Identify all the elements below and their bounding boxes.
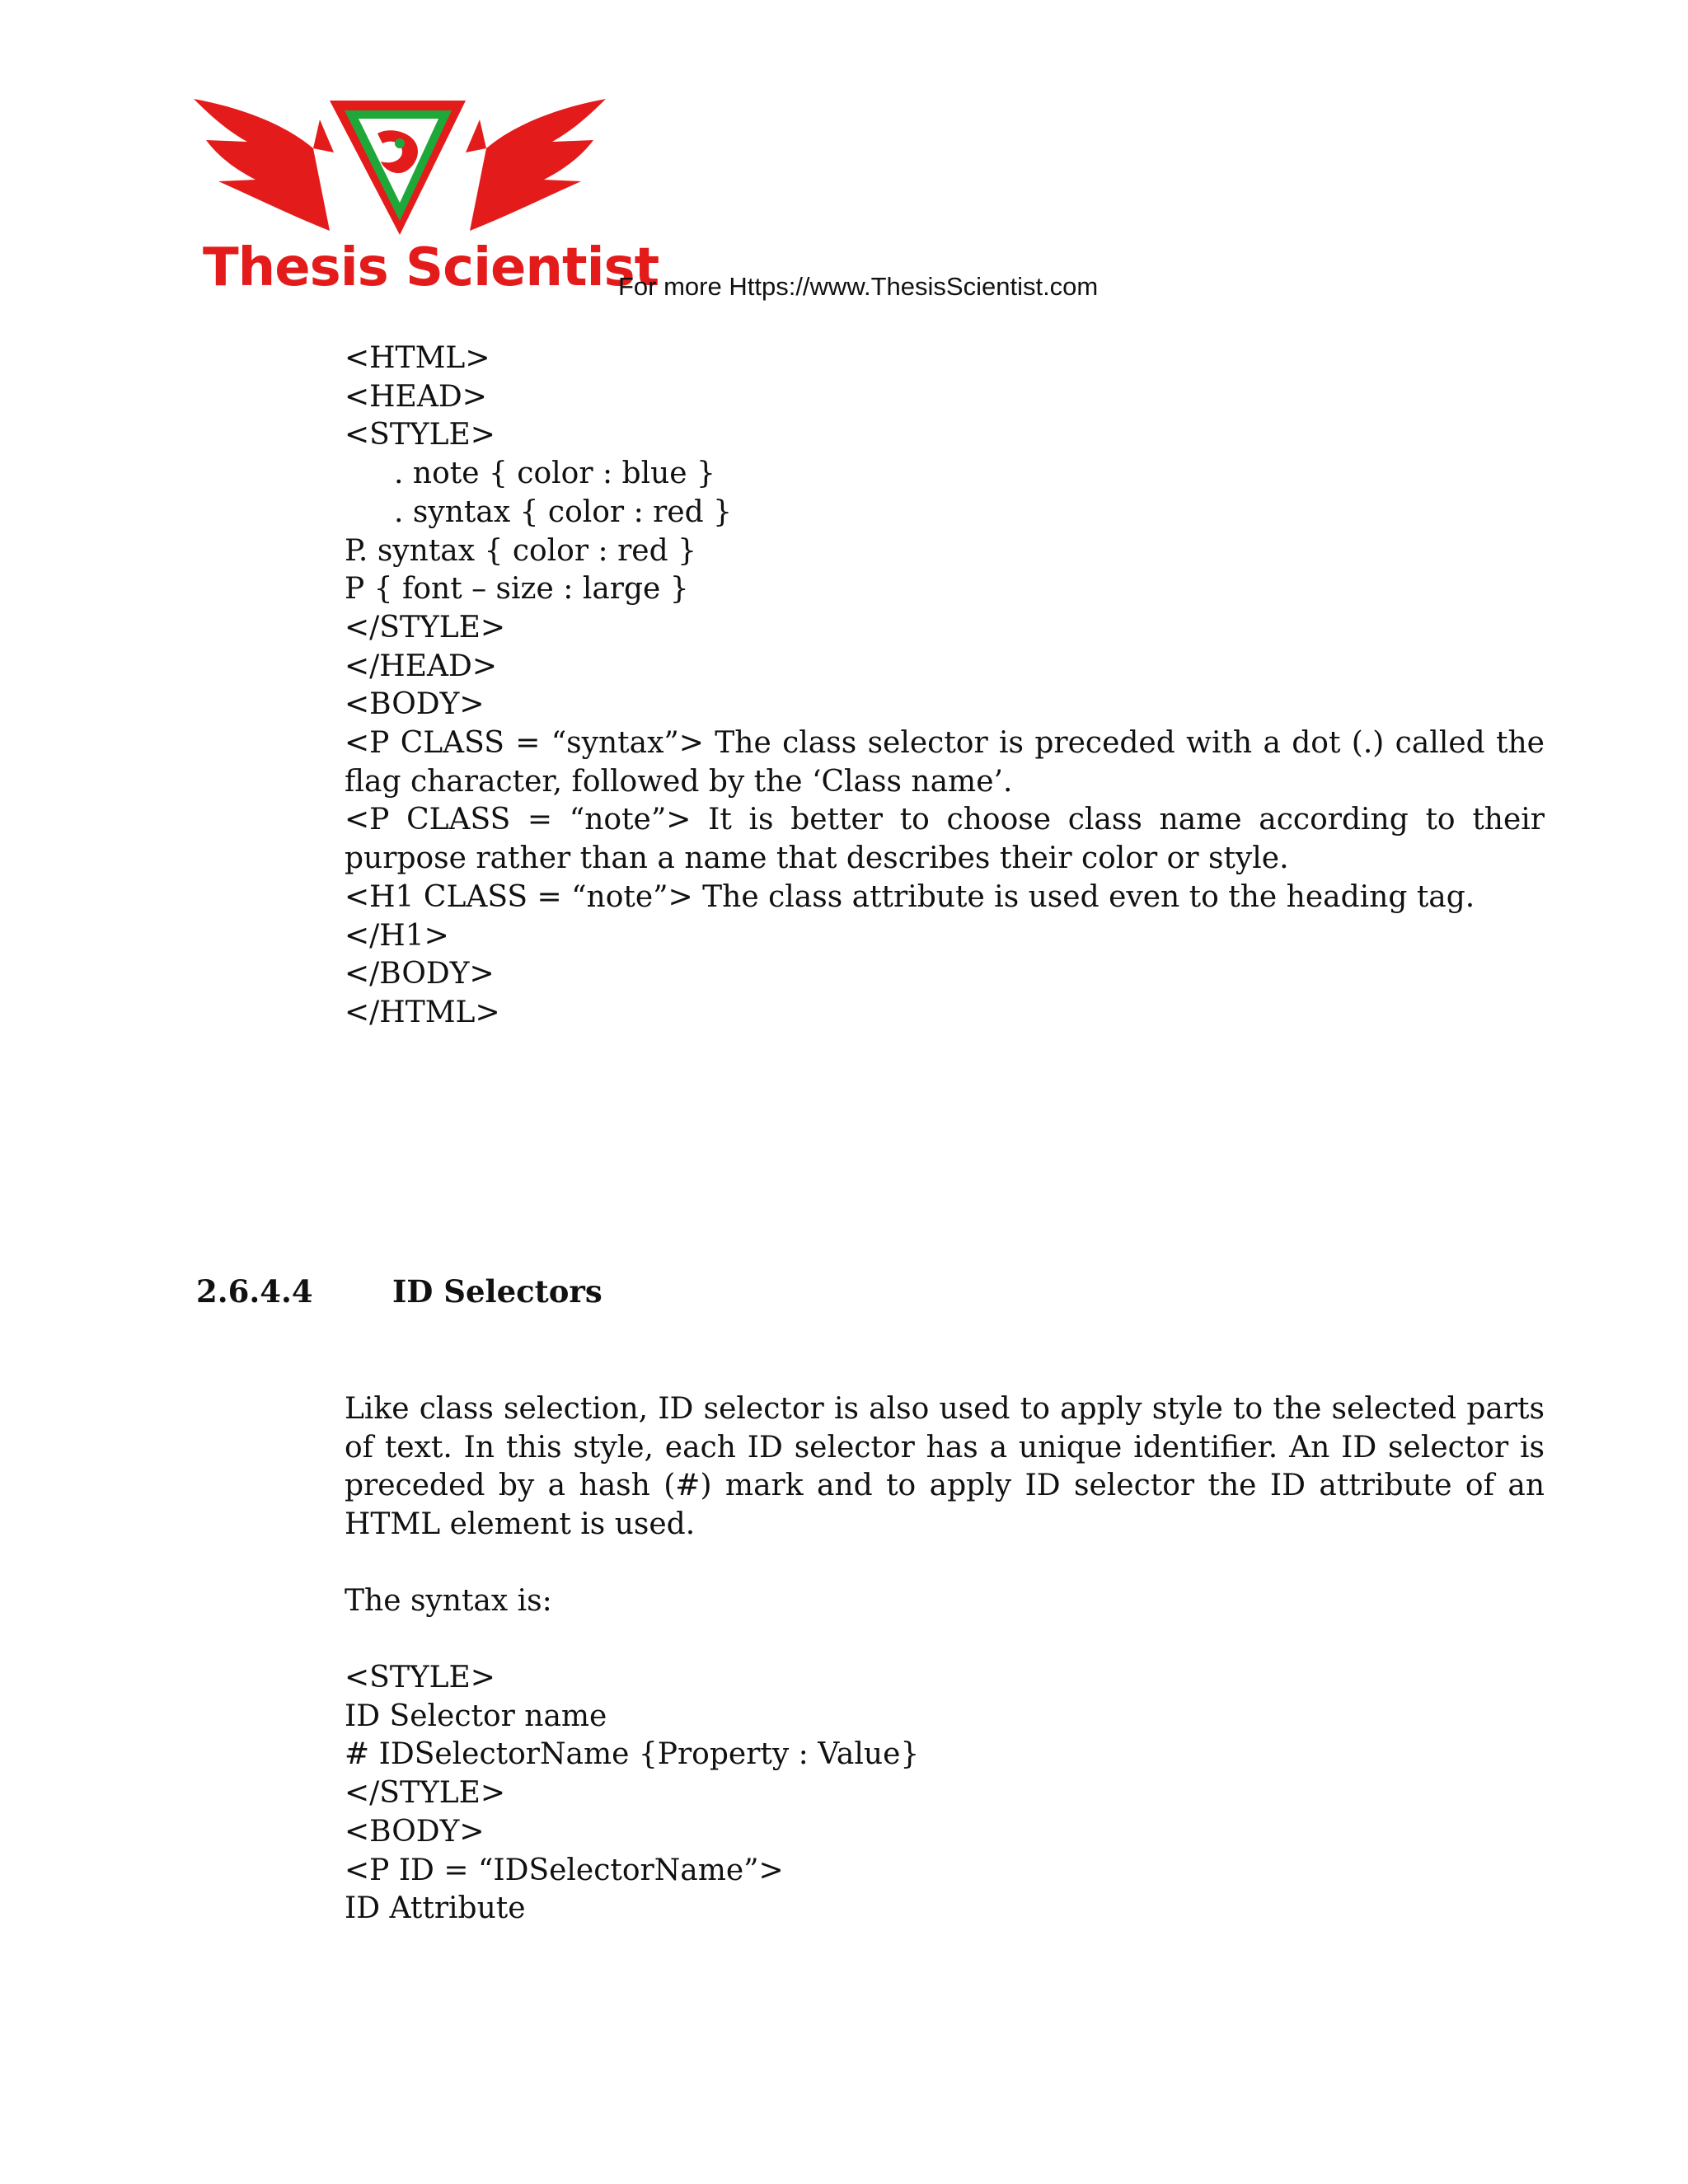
code-line: <H1 CLASS = “note”> The class attribute is used even to the heading tag. [345, 879, 1475, 914]
page-header [190, 91, 1261, 313]
id-selector-paragraph: Like class selection, ID selector is also used to apply style to the selected parts of text. In this style, each ID selector has a unique identifier. An ID selector is preceded by a hash (#) mark and to apply ID selector the ID attribute of an HTML element is used. [345, 1392, 1545, 1542]
class-example-code [345, 340, 1545, 1033]
code-line: </BODY> [345, 957, 495, 991]
code-line: . syntax { color : red } [394, 494, 733, 529]
brand-name: Thesis Scientist [203, 237, 659, 298]
code-line: ID Attribute [345, 1891, 526, 1926]
code-line: <STYLE> [345, 1661, 495, 1694]
section-heading [196, 1273, 603, 1310]
section-title: ID Selectors [392, 1273, 603, 1310]
code-line: </HEAD> [345, 649, 497, 683]
code-line: </STYLE> [345, 610, 506, 644]
class-note-paragraph: <P CLASS = “note”> It is better to choose class name according to their purpose rather than a name that describes their color or style. [345, 803, 1545, 876]
syntax-intro: The syntax is: [345, 1584, 552, 1618]
code-line: <BODY> [345, 687, 485, 722]
code-line: <HTML> [345, 341, 490, 375]
winged-triangle-logo-icon [190, 91, 610, 239]
code-line: </HTML> [345, 995, 500, 1029]
code-line: # IDSelectorName {Property : Value} [345, 1737, 920, 1772]
code-line: P { font – size : large } [345, 572, 689, 607]
class-syntax-paragraph: <P CLASS = “syntax”> The class selector is preceded with a dot (.) called the flag character, followed by the ‘Class name’. [345, 726, 1545, 799]
code-line: . note { color : blue } [394, 457, 715, 491]
code-line: <STYLE> [345, 418, 495, 452]
code-line: </H1> [345, 918, 449, 953]
section-number: 2.6.4.4 [196, 1273, 313, 1310]
code-line: </STYLE> [345, 1776, 506, 1811]
site-link[interactable]: For more Https://www.ThesisScientist.com [618, 272, 1099, 301]
code-line: ID Selector name [345, 1699, 607, 1733]
code-line: P. syntax { color : red } [345, 533, 696, 568]
code-line: <HEAD> [345, 379, 487, 414]
code-line: <P ID = “IDSelectorName”> [345, 1853, 784, 1887]
code-line: <BODY> [345, 1814, 485, 1849]
id-syntax-code [345, 1659, 1545, 1929]
